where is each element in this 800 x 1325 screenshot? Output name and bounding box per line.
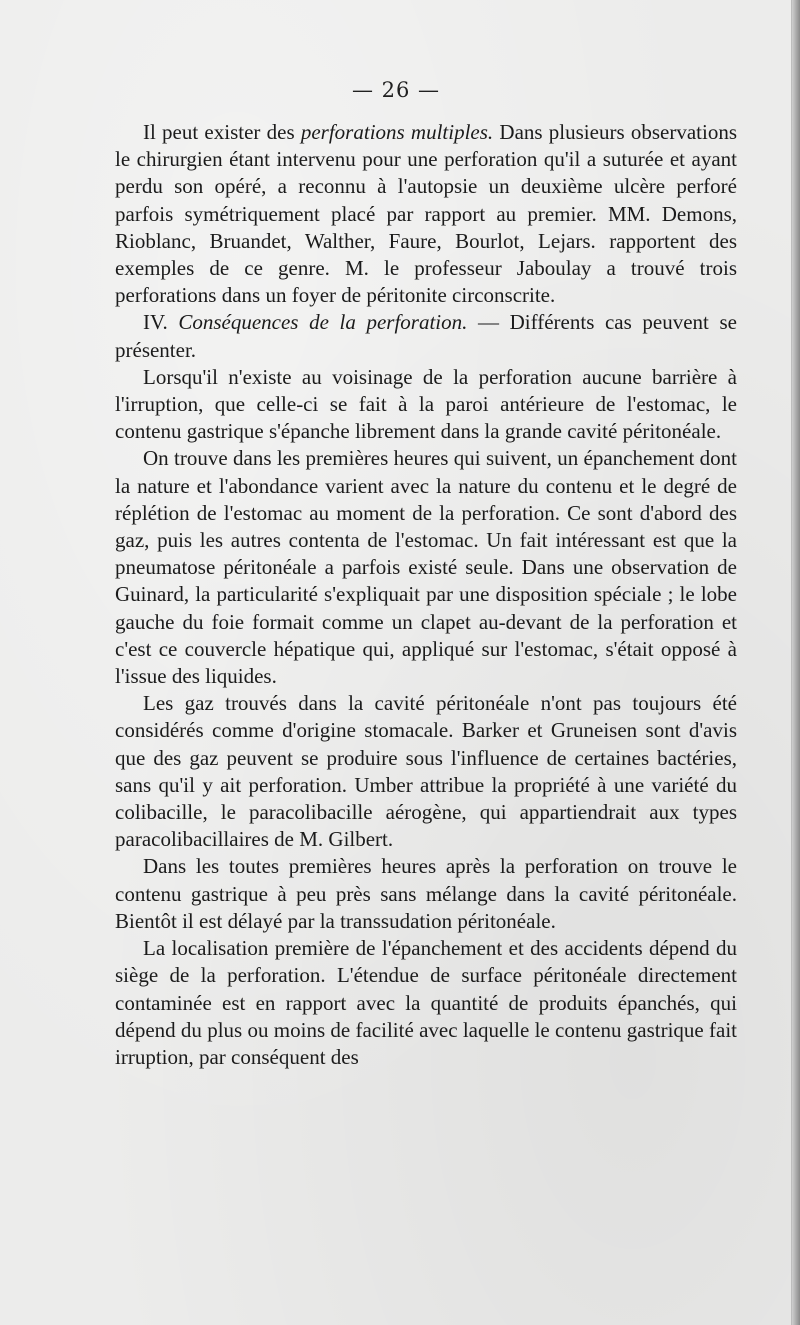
paragraph-multiple-perforations	[115, 119, 737, 309]
page-edge-shadow	[792, 0, 800, 1325]
section-heading: Conséquences de la perforation.	[178, 310, 468, 335]
paragraph-text: — Différents cas peuvent se présenter.	[115, 310, 737, 362]
paragraph-first-hours: On trouve dans les premières heures qui suivent, un épanchement dont la nature et l'abondance varient avec la nature du contenu et le degré de réplétion de l'estomac au moment de la perforation. Ce sont d'abord des gaz, puis les autres contenta de l'estomac. Un fait intéressant est que la pneumatose péritonéale a parfois existé seule. Dans une observation de Guinard, la particularité s'expliquait par une disposition spéciale ; le lobe gauche du foie formait comme un clapet au-devant de la perforation et c'est ce couvercle hépatique qui, appliqué sur l'estomac, s'était opposé à l'issue des liquides.	[115, 446, 737, 689]
paragraph-text: Dans plusieurs observations le chirurgien étant intervenu pour une perforation qu'il a suturée et ayant perdu son opéré, a reconnu à l'autopsie un deuxième ulcère perforé parfois symétriquement placé par rapport au premier. MM. Demons, Rioblanc, Bruandet, Walther, Faure, Bourlot, Lejars. rapportent des exemples de ce genre. M. le professeur Jaboulay a trouvé trois perforations dans un foyer de péritonite circonscrite.	[115, 120, 738, 308]
paragraph-early-contents: Dans les toutes premières heures après la perforation on trouve le contenu gastrique à peu près sans mélange dans la cavité péritonéale. Bientôt il est délayé par la transsudation péritonéale.	[115, 854, 737, 933]
paragraph-gases: Les gaz trouvés dans la cavité péritonéale n'ont pas toujours été considérés comme d'origine stomacale. Barker et Gruneisen sont d'avis que des gaz peuvent se produire sous l'influence de certaines bactéries, sans qu'il y ait perforation. Umber attribue la propriété à une variété du colibacille, le paracolibacille aérogène, qui appartiendrait aux types paracolibacillaires de M. Gilbert.	[115, 691, 737, 852]
paragraph-free-effusion: Lorsqu'il n'existe au voisinage de la perforation aucune barrière à l'irruption, que celle-ci se fait à la paroi antérieure de l'estomac, le contenu gastrique s'épanche librement dans la grande cavité péritonéale.	[115, 364, 737, 444]
paragraph-section-iv	[115, 309, 737, 363]
section-number: IV.	[143, 310, 179, 335]
italic-term: perforations multiples.	[300, 120, 494, 144]
paragraph-text: Il peut exister des	[143, 120, 301, 144]
page-number: — 26 —	[351, 78, 441, 102]
paragraph-localisation: La localisation première de l'épanchement et des accidents dépend du siège de la perforation. L'étendue de surface péritonéale directement contaminée est en rapport avec la quantité de produits épanchés, qui dépend du plus ou moins de facilité avec laquelle le contenu gastrique fait irruption, par conséquent des	[115, 936, 737, 1069]
page-body	[115, 119, 737, 1071]
